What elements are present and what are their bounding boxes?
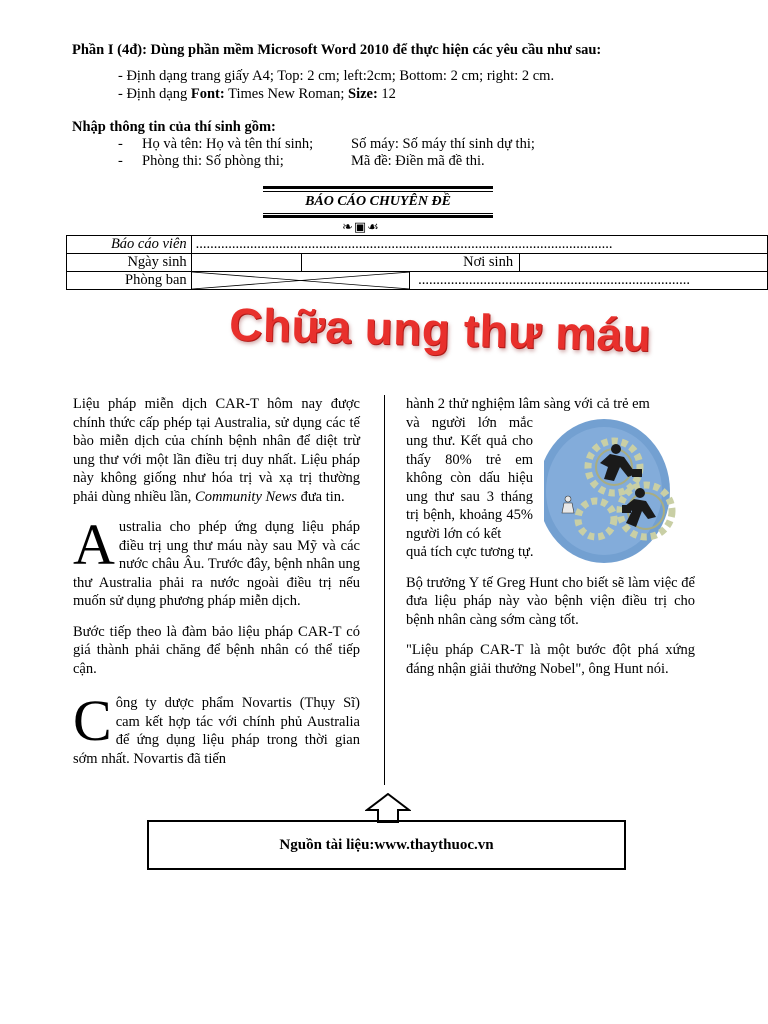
section-heading: Phần I (4đ): Dùng phần mềm Microsoft Word 2010 để thực hiện các yêu cầu như sau: (72, 42, 602, 58)
font-prefix: - Định dạng (118, 86, 191, 102)
font-value: Times New Roman; (224, 86, 348, 102)
ornament-icon: ❧▣☙ (342, 219, 380, 234)
paragraph: Australia cho phép ứng dụng liệu pháp điều trị ung thư máu này sau Mỹ và các nước châu Âu. Trước đây, bệnh nhân ung thư Australia phải ra nước ngoài điều trị nếu muốn sử dụng phương pháp miễn dịch. (73, 512, 360, 609)
birthplace-field[interactable] (520, 254, 768, 272)
reporter-form-table (66, 235, 768, 290)
wrapped-text: và người lớn mắc ung thư. Kết quả cho thấy 80% trẻ em không còn dấu hiệu ung thư sau 3 tháng trị bệnh, khoảng 45% người lớn có kết (406, 414, 533, 542)
size-label: Size: (348, 86, 378, 102)
info-right: Mã đề: Điền mã đề thi. (351, 153, 485, 169)
left-column (73, 395, 360, 780)
size-value: 12 (377, 86, 396, 102)
paragraph: Liệu pháp miễn dịch CAR-T hôm nay được chính thức cấp phép tại Australia, sử dụng các tế bào miễn dịch của chính bệnh nhân để diệt trừ ung thư với một lần điều trị duy nhất. Liệu pháp này không giống như hóa trị và xạ trị thường phải dùng nhiều lần, Community News đưa tin. (73, 396, 360, 505)
birthplace-label: Nơi sinh (302, 254, 520, 272)
wordart-headline: Chữa ung thư máu (228, 297, 653, 362)
table-row (67, 272, 768, 290)
info-right: Số máy: Số máy thí sinh dự thi; (351, 136, 535, 152)
dropcap: A (73, 512, 115, 577)
paragraph: hành 2 thử nghiệm lâm sàng với cả trẻ em (406, 396, 650, 412)
report-title-box (263, 186, 493, 214)
table-row (67, 254, 768, 272)
dob-label: Ngày sinh (67, 254, 192, 272)
table-row (67, 236, 768, 254)
dept-label: Phòng ban (67, 272, 192, 290)
reporter-field[interactable]: ................................................................................................................... (191, 236, 767, 254)
dept-crossed-cell[interactable] (191, 272, 410, 290)
candidate-info-title: Nhập thông tin của thí sinh gồm: (72, 119, 276, 135)
cross-icon (192, 272, 410, 289)
paragraph: Bộ trưởng Y tế Greg Hunt cho biết sẽ làm việc để đưa liệu pháp này vào bệnh viện điều trị cho bệnh nhân càng sớm càng tốt. (406, 574, 695, 628)
info-left: Họ và tên: Họ và tên thí sinh; (142, 136, 314, 152)
paragraph: Công ty dược phẩm Novartis (Thụy Sĩ) cam kết hợp tác với chính phủ Australia để ứng dụng liệu pháp trong thời gian sớm nhất. Novartis đã tiến (73, 688, 360, 767)
dept-field[interactable]: ........................................................................... (410, 272, 768, 290)
gears-people-clipart-icon (544, 419, 690, 569)
info-left: Phòng thi: Số phòng thi; (142, 153, 284, 169)
up-arrow-icon (365, 793, 411, 823)
font-bullet (118, 86, 396, 103)
paragraph: Bước tiếp theo là đàm bảo liệu pháp CAR-T có giá thành phải chăng để bệnh nhân có thể tiếp cận. (73, 623, 360, 677)
reporter-label: Báo cáo viên (67, 236, 192, 254)
dob-field[interactable] (191, 254, 302, 272)
page-setup-bullet: - Định dạng trang giấy A4; Top: 2 cm; left:2cm; Bottom: 2 cm; right: 2 cm. (118, 68, 555, 84)
column-divider (384, 395, 385, 785)
source-name: Community News (195, 488, 297, 505)
font-label: Font: (190, 86, 225, 102)
report-title: BÁO CÁO CHUYÊN ĐỀ (305, 194, 451, 209)
dropcap: C (73, 688, 112, 753)
paragraph: quả tích cực tương tự. (406, 544, 534, 560)
paragraph: "Liệu pháp CAR-T là một bước đột phá xứng đáng nhận giải thưởng Nobel", ông Hunt nói. (406, 642, 695, 677)
source-box: Nguồn tài liệu:www.thaythuoc.vn (147, 820, 626, 870)
